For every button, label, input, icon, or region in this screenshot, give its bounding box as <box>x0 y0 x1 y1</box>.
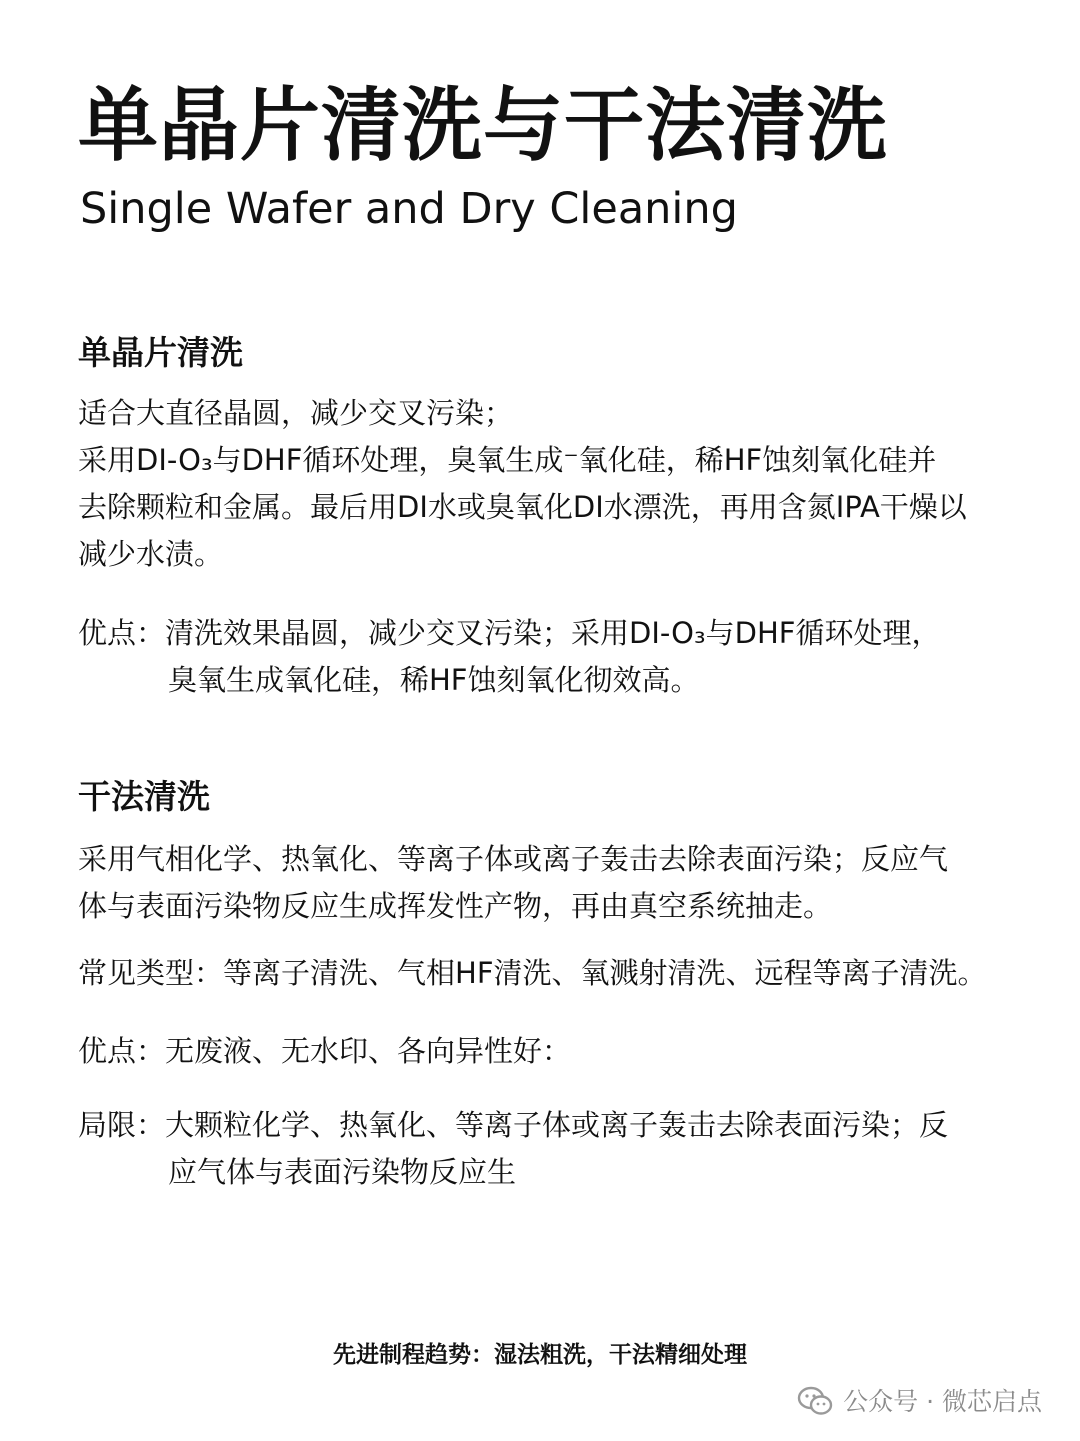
types-block <box>78 950 1038 997</box>
paragraph-line: 采用DI-O₃与DHF循环处理，臭氧生成⁻氧化硅，稀HF蚀刻氧化硅并 <box>78 443 937 477</box>
types-label: 常见类型： <box>78 956 224 990</box>
paragraph-line: 适合大直径晶圆，减少交叉污染； <box>78 396 514 430</box>
wechat-icon <box>797 1386 833 1416</box>
limitation-block <box>78 1102 1038 1196</box>
section-heading-dry-cleaning: 干法清洗 <box>78 777 210 816</box>
advantage-text-cont: 臭氧生成氧化硅，稀HF蚀刻氧化彻效高。 <box>168 663 700 697</box>
limitation-text: 大颗粒化学、热氧化、等离子体或离子轰击去除表面污染；反 <box>165 1108 949 1142</box>
advantage-block-dry <box>78 1028 1038 1075</box>
page-title: 单晶片清洗与干法清洗 <box>78 79 888 172</box>
limitation-label: 局限： <box>78 1108 166 1142</box>
paragraph-line: 体与表面污染物反应生成挥发性产物，再由真空系统抽走。 <box>78 889 833 923</box>
section-heading-single-wafer: 单晶片清洗 <box>78 333 243 372</box>
section-paragraph-single-wafer <box>78 390 1038 578</box>
advantage-text: 无废液、无水印、各向异性好： <box>165 1034 572 1068</box>
page-subtitle: Single Wafer and Dry Cleaning <box>80 184 738 234</box>
section-paragraph-dry-cleaning <box>78 836 1038 930</box>
limitation-text-cont: 应气体与表面污染物反应生 <box>168 1155 517 1189</box>
watermark-text: 公众号 · 微芯启点 <box>843 1386 1042 1416</box>
advantage-label: 优点： <box>78 1034 166 1068</box>
paragraph-line: 减少水渍。 <box>78 537 224 571</box>
types-text: 等离子清洗、气相HF清洗、氧溅射清洗、远程等离子清洗。 <box>223 956 987 990</box>
paragraph-line: 去除颗粒和金属。最后用DI水或臭氧化DI水漂洗，再用含氮IPA干燥以 <box>78 490 967 524</box>
advantage-text: 清洗效果晶圆，减少交叉污染；采用DI-O₃与DHF循环处理， <box>165 616 941 650</box>
paragraph-line: 采用气相化学、热氧化、等离子体或离子轰击去除表面污染；反应气 <box>78 842 949 876</box>
advantage-label: 优点： <box>78 616 166 650</box>
advantage-block-single-wafer <box>78 610 1038 704</box>
watermark <box>797 1386 1042 1416</box>
trend-note: 先进制程趋势：湿法粗洗，干法精细处理 <box>333 1342 747 1368</box>
